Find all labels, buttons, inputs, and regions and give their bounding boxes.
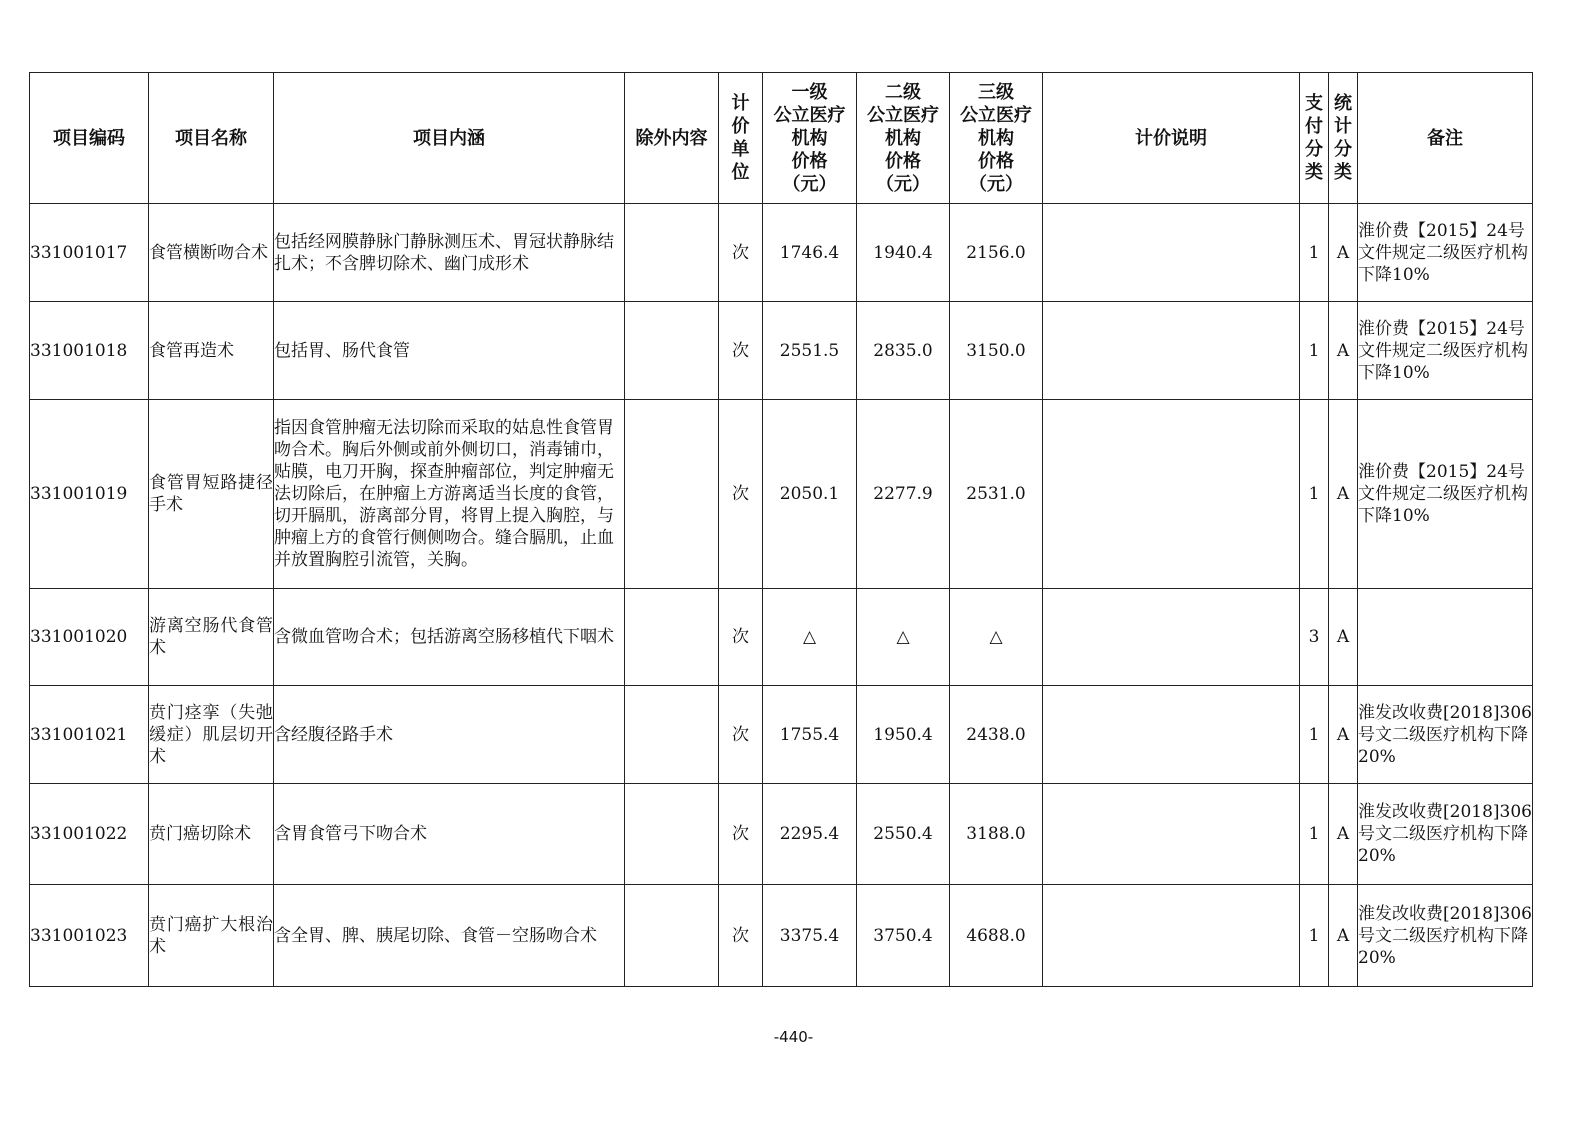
cell-name: 贲门癌扩大根治术 bbox=[149, 885, 274, 987]
cell-remark: 淮发改收费[2018]306号文二级医疗机构下降20% bbox=[1358, 784, 1533, 885]
cell-unit: 次 bbox=[719, 400, 763, 589]
table-row bbox=[30, 686, 1533, 784]
cell-code: 331001020 bbox=[30, 589, 149, 686]
cell-pay: 1 bbox=[1300, 400, 1329, 589]
cell-code: 331001017 bbox=[30, 204, 149, 302]
cell-remark: 淮价费【2015】24号文件规定二级医疗机构下降10% bbox=[1358, 204, 1533, 302]
price-table bbox=[29, 72, 1533, 987]
cell-remark bbox=[1358, 589, 1533, 686]
cell-note bbox=[1043, 589, 1300, 686]
header-content: 项目内涵 bbox=[274, 73, 625, 204]
header-unit bbox=[719, 73, 763, 204]
cell-stat: A bbox=[1329, 400, 1358, 589]
cell-code: 331001023 bbox=[30, 885, 149, 987]
cell-pay: 1 bbox=[1300, 885, 1329, 987]
cell-price3: 2531.0 bbox=[950, 400, 1043, 589]
table-row bbox=[30, 589, 1533, 686]
cell-unit: 次 bbox=[719, 686, 763, 784]
cell-name: 游离空肠代食管术 bbox=[149, 589, 274, 686]
cell-content: 含经腹径路手术 bbox=[274, 686, 625, 784]
cell-price2: 2277.9 bbox=[857, 400, 950, 589]
cell-name: 食管横断吻合术 bbox=[149, 204, 274, 302]
cell-note bbox=[1043, 400, 1300, 589]
cell-pay: 1 bbox=[1300, 204, 1329, 302]
header-price1 bbox=[763, 73, 857, 204]
header-stat-text: 统计分类 bbox=[1334, 93, 1352, 183]
cell-unit: 次 bbox=[719, 302, 763, 400]
cell-content: 含全胃、脾、胰尾切除、食管－空肠吻合术 bbox=[274, 885, 625, 987]
cell-unit: 次 bbox=[719, 885, 763, 987]
cell-price3: 2438.0 bbox=[950, 686, 1043, 784]
cell-name: 食管再造术 bbox=[149, 302, 274, 400]
cell-note bbox=[1043, 784, 1300, 885]
cell-stat: A bbox=[1329, 784, 1358, 885]
cell-name: 贲门癌切除术 bbox=[149, 784, 274, 885]
cell-price2: △ bbox=[857, 589, 950, 686]
header-price3 bbox=[950, 73, 1043, 204]
cell-content: 包括经网膜静脉门静脉测压术、胃冠状静脉结扎术；不含脾切除术、幽门成形术 bbox=[274, 204, 625, 302]
cell-code: 331001022 bbox=[30, 784, 149, 885]
header-price2 bbox=[857, 73, 950, 204]
cell-stat: A bbox=[1329, 302, 1358, 400]
table-row bbox=[30, 302, 1533, 400]
cell-price1: 2295.4 bbox=[763, 784, 857, 885]
cell-content: 含微血管吻合术；包括游离空肠移植代下咽术 bbox=[274, 589, 625, 686]
cell-code: 331001021 bbox=[30, 686, 149, 784]
table-row bbox=[30, 400, 1533, 589]
cell-price1: 2050.1 bbox=[763, 400, 857, 589]
cell-price3: 3150.0 bbox=[950, 302, 1043, 400]
cell-remark: 淮发改收费[2018]306号文二级医疗机构下降20% bbox=[1358, 686, 1533, 784]
cell-price2: 3750.4 bbox=[857, 885, 950, 987]
cell-stat: A bbox=[1329, 589, 1358, 686]
table-body bbox=[30, 204, 1533, 987]
cell-price3: 3188.0 bbox=[950, 784, 1043, 885]
cell-price1: 1746.4 bbox=[763, 204, 857, 302]
cell-unit: 次 bbox=[719, 784, 763, 885]
cell-pay: 1 bbox=[1300, 302, 1329, 400]
header-pay bbox=[1300, 73, 1329, 204]
header-unit-text: 计价单位 bbox=[731, 93, 750, 183]
cell-price1: 1755.4 bbox=[763, 686, 857, 784]
header-code: 项目编码 bbox=[30, 73, 149, 204]
header-stat bbox=[1329, 73, 1358, 204]
cell-remark: 淮发改收费[2018]306号文二级医疗机构下降20% bbox=[1358, 885, 1533, 987]
cell-exclusion bbox=[625, 302, 719, 400]
header-remark: 备注 bbox=[1358, 73, 1533, 204]
cell-price1: 2551.5 bbox=[763, 302, 857, 400]
header-row bbox=[30, 73, 1533, 204]
cell-note bbox=[1043, 686, 1300, 784]
table-row bbox=[30, 784, 1533, 885]
cell-price3: 4688.0 bbox=[950, 885, 1043, 987]
header-note: 计价说明 bbox=[1043, 73, 1300, 204]
cell-note bbox=[1043, 885, 1300, 987]
cell-exclusion bbox=[625, 400, 719, 589]
cell-price3: △ bbox=[950, 589, 1043, 686]
header-exclusion: 除外内容 bbox=[625, 73, 719, 204]
cell-price2: 2550.4 bbox=[857, 784, 950, 885]
cell-pay: 1 bbox=[1300, 686, 1329, 784]
cell-price3: 2156.0 bbox=[950, 204, 1043, 302]
cell-name: 贲门痉挛（失弛缓症）肌层切开术 bbox=[149, 686, 274, 784]
cell-price2: 1940.4 bbox=[857, 204, 950, 302]
cell-unit: 次 bbox=[719, 204, 763, 302]
cell-price1: 3375.4 bbox=[763, 885, 857, 987]
header-pay-text: 支付分类 bbox=[1305, 93, 1323, 183]
cell-price1: △ bbox=[763, 589, 857, 686]
cell-pay: 3 bbox=[1300, 589, 1329, 686]
cell-exclusion bbox=[625, 784, 719, 885]
cell-content: 指因食管肿瘤无法切除而采取的姑息性食管胃吻合术。胸后外侧或前外侧切口，消毒铺巾，贴膜，电刀开胸，探查肿瘤部位，判定肿瘤无法切除后，在肿瘤上方游离适当长度的食管，切开膈肌，游离部分胃，将胃上提入胸腔，与肿瘤上方的食管行侧侧吻合。缝合膈肌，止血并放置胸腔引流管，关胸。 bbox=[274, 400, 625, 589]
header-price2-text: 二级 公立医疗 机构 价格 （元） bbox=[867, 81, 939, 195]
cell-exclusion bbox=[625, 885, 719, 987]
table-row bbox=[30, 885, 1533, 987]
header-price3-text: 三级 公立医疗 机构 价格 （元） bbox=[960, 81, 1032, 195]
cell-note bbox=[1043, 204, 1300, 302]
cell-note bbox=[1043, 302, 1300, 400]
cell-exclusion bbox=[625, 686, 719, 784]
cell-price2: 2835.0 bbox=[857, 302, 950, 400]
cell-unit: 次 bbox=[719, 589, 763, 686]
cell-stat: A bbox=[1329, 204, 1358, 302]
page-number: -440- bbox=[773, 1028, 814, 1046]
cell-price2: 1950.4 bbox=[857, 686, 950, 784]
cell-content: 包括胃、肠代食管 bbox=[274, 302, 625, 400]
table-row bbox=[30, 204, 1533, 302]
cell-exclusion bbox=[625, 589, 719, 686]
cell-code: 331001018 bbox=[30, 302, 149, 400]
cell-content: 含胃食管弓下吻合术 bbox=[274, 784, 625, 885]
cell-stat: A bbox=[1329, 686, 1358, 784]
header-name: 项目名称 bbox=[149, 73, 274, 204]
cell-remark: 淮价费【2015】24号文件规定二级医疗机构下降10% bbox=[1358, 400, 1533, 589]
cell-name: 食管胃短路捷径手术 bbox=[149, 400, 274, 589]
cell-code: 331001019 bbox=[30, 400, 149, 589]
cell-exclusion bbox=[625, 204, 719, 302]
cell-pay: 1 bbox=[1300, 784, 1329, 885]
header-price1-text: 一级 公立医疗 机构 价格 （元） bbox=[773, 81, 846, 195]
cell-stat: A bbox=[1329, 885, 1358, 987]
cell-remark: 淮价费【2015】24号文件规定二级医疗机构下降10% bbox=[1358, 302, 1533, 400]
